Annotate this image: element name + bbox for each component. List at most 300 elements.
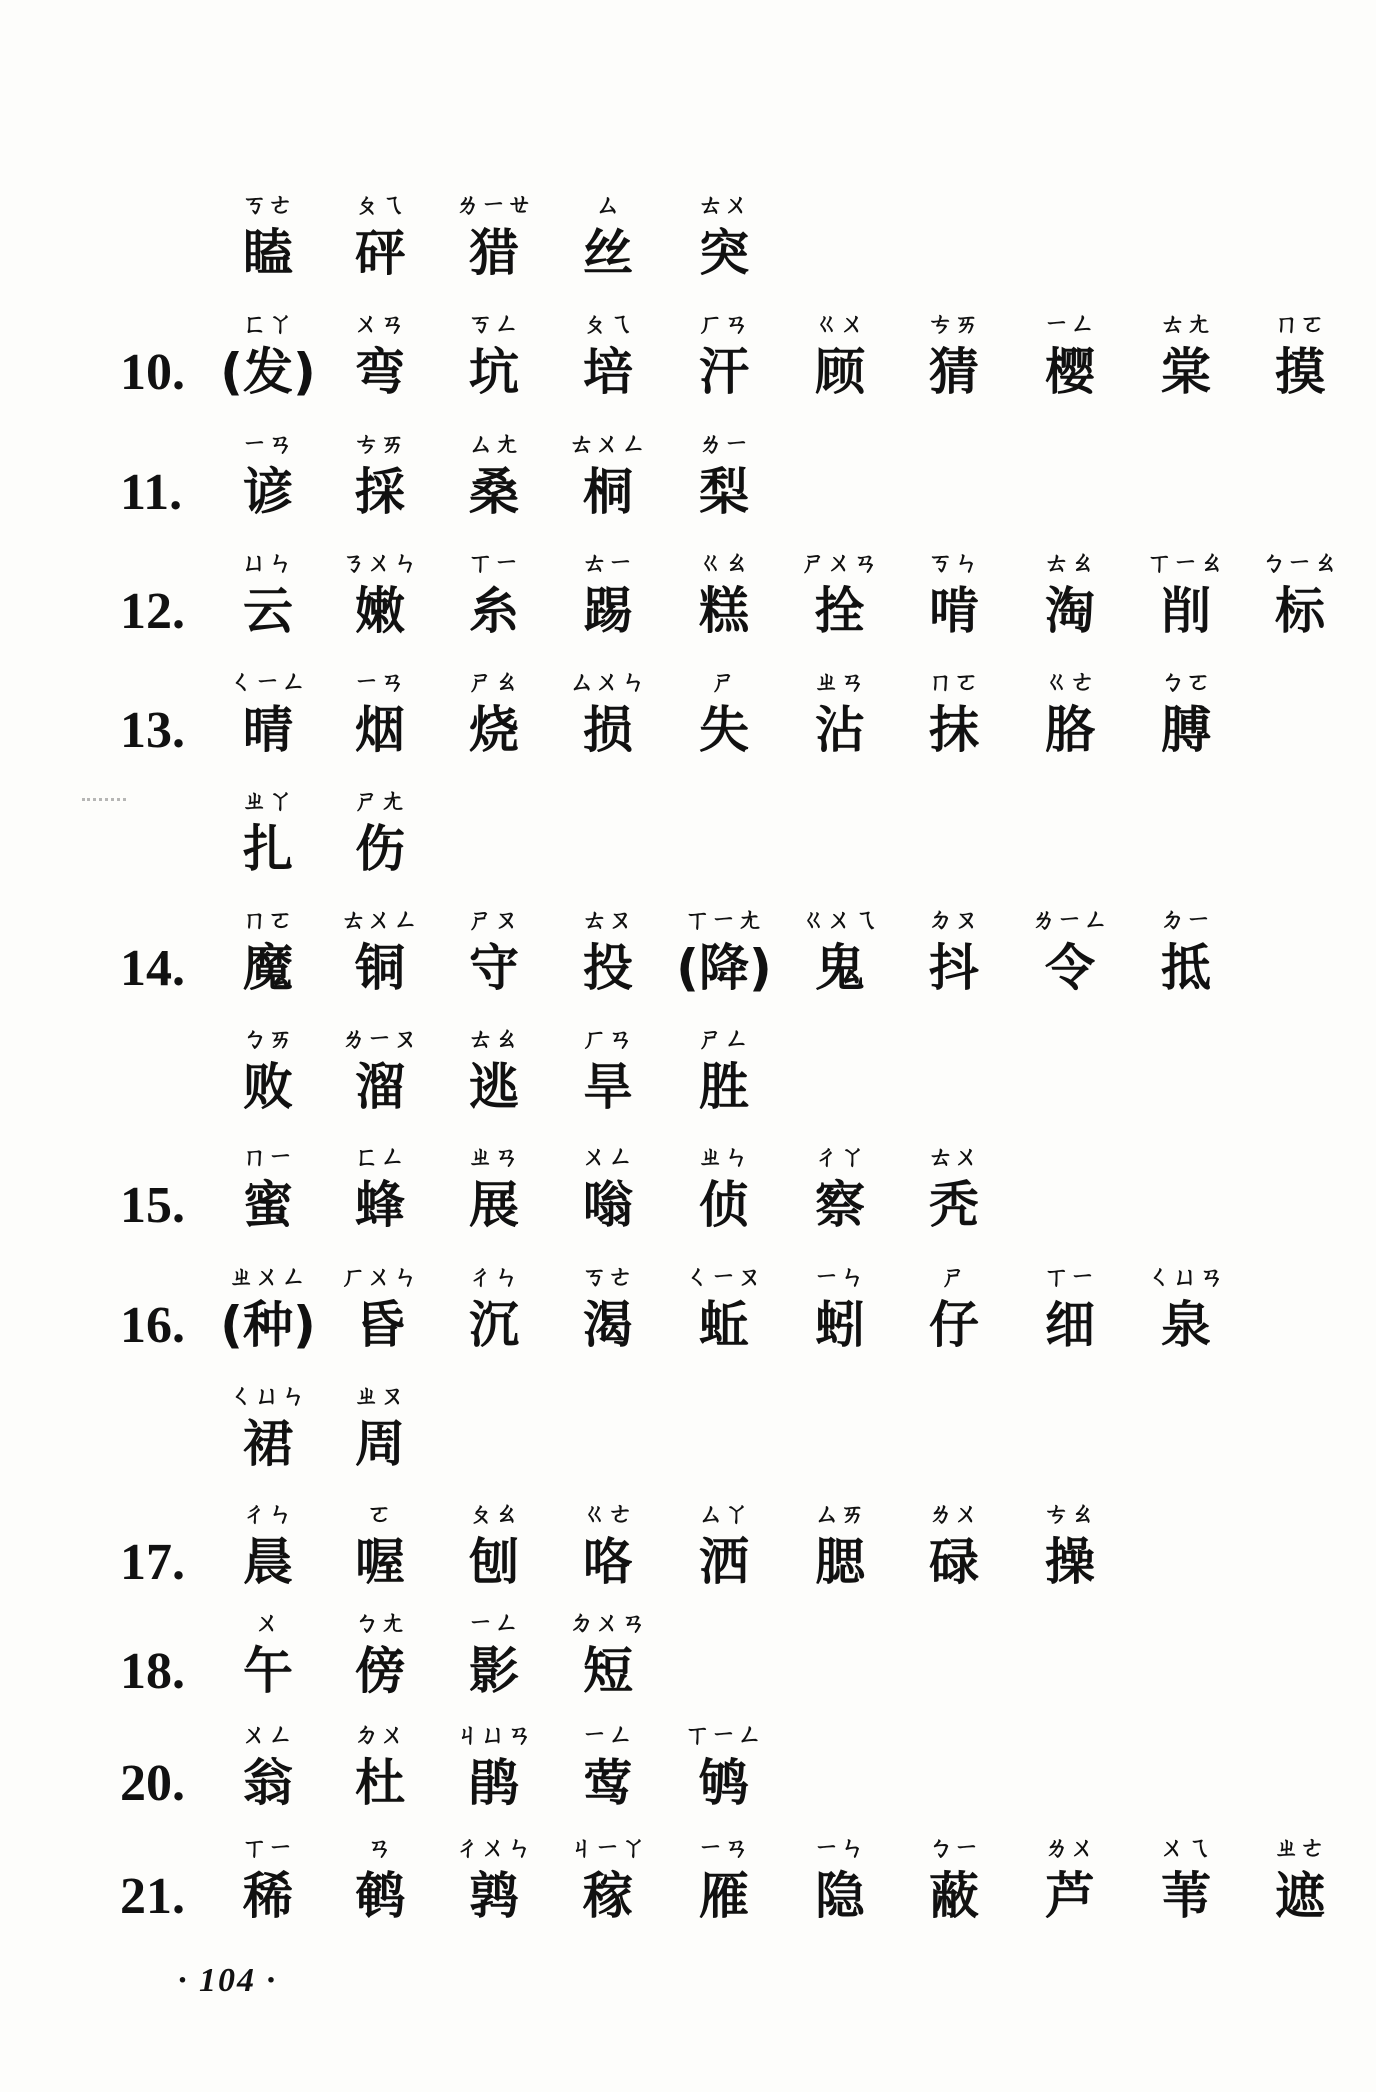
vocab-cell (324, 1497, 436, 1593)
chinese-character: 洒 (699, 1533, 749, 1591)
vocab-cell (324, 784, 436, 880)
chinese-character: 午 (243, 1642, 293, 1700)
chinese-character: 砰 (355, 224, 405, 282)
zhuyin-annotation: ㄧㄣ (813, 1262, 866, 1291)
chinese-character: 投 (583, 939, 633, 997)
chinese-character: (种) (220, 1296, 316, 1354)
zhuyin-annotation: ㄉㄨㄢ (568, 1608, 647, 1637)
vocab-cell (438, 1718, 550, 1814)
vocab-cell (784, 903, 896, 999)
item-number: 20. (120, 1755, 185, 1812)
zhuyin-annotation: ㄋㄨㄣ (340, 548, 419, 577)
zhuyin-annotation: ㄘㄞ (927, 309, 980, 338)
zhuyin-annotation: ㄓㄡ (353, 1381, 406, 1410)
zhuyin-annotation: ㄐㄧㄚ (568, 1833, 647, 1862)
zhuyin-annotation: ㄍㄠ (697, 548, 750, 577)
vocab-cell (898, 307, 1010, 403)
vocab-cell (552, 665, 664, 761)
chinese-character: 汗 (699, 343, 749, 401)
vocab-row (0, 1022, 1376, 1122)
zhuyin-annotation: ㄑㄩㄣ (228, 1381, 307, 1410)
chinese-character: 抖 (929, 939, 979, 997)
zhuyin-annotation: ㄏㄢ (581, 1024, 634, 1053)
vocab-cell (324, 1140, 436, 1236)
vocab-cell (668, 1022, 780, 1118)
chinese-character: 扎 (243, 820, 293, 878)
chinese-character: 损 (583, 701, 633, 759)
zhuyin-annotation: ㄍㄜ (1043, 667, 1096, 696)
vocab-cell (324, 665, 436, 761)
chinese-character: 铜 (355, 939, 405, 997)
chinese-character: 桐 (583, 463, 633, 521)
zhuyin-annotation: ㄓㄣ (697, 1142, 750, 1171)
chinese-character: 谚 (243, 463, 293, 521)
page-number: · 104 · (178, 1962, 277, 1999)
chinese-character: (降) (676, 939, 772, 997)
chinese-character: 鬼 (815, 939, 865, 997)
zhuyin-annotation: ㄒㄧㄤ (684, 905, 763, 934)
chinese-character: 伤 (355, 820, 405, 878)
chinese-character: 芦 (1045, 1867, 1095, 1925)
vocab-cell (552, 1831, 664, 1927)
vocab-cell (212, 1606, 324, 1702)
zhuyin-annotation: ㄒㄧ (1043, 1262, 1096, 1291)
zhuyin-annotation: ㄧㄥ (581, 1720, 634, 1749)
vocab-cell (784, 1140, 896, 1236)
vocab-cell (438, 546, 550, 642)
vocab-row (0, 1831, 1376, 1931)
zhuyin-annotation: ㄔㄨㄣ (454, 1833, 533, 1862)
zhuyin-annotation: ㄆㄠ (467, 1499, 520, 1528)
chinese-character: 鸲 (699, 1754, 749, 1812)
chinese-character: 糕 (699, 582, 749, 640)
zhuyin-annotation: ㄨㄟ (1159, 1833, 1212, 1862)
zhuyin-annotation: ㄔㄣ (241, 1499, 294, 1528)
chinese-character: 烟 (355, 701, 405, 759)
zhuyin-annotation: ㄌㄨ (927, 1499, 980, 1528)
vocab-cell (438, 427, 550, 523)
chinese-character: 顾 (815, 343, 865, 401)
chinese-character: 翁 (243, 1754, 293, 1812)
zhuyin-annotation: ㄒㄧ (241, 1833, 294, 1862)
chinese-character: 仔 (929, 1296, 979, 1354)
vocab-cell (552, 307, 664, 403)
chinese-character: 採 (355, 463, 405, 521)
zhuyin-annotation: ㄉㄧ (1159, 905, 1212, 934)
zhuyin-annotation: ㄅㄧ (927, 1833, 980, 1862)
chinese-character: 碌 (929, 1533, 979, 1591)
vocab-cell (212, 1379, 324, 1475)
chinese-character: 烧 (469, 701, 519, 759)
item-number: 10. (120, 344, 185, 401)
vocab-cell (324, 1379, 436, 1475)
item-number: 17. (120, 1534, 185, 1591)
vocab-cell (438, 1497, 550, 1593)
vocab-cell (784, 546, 896, 642)
chinese-character: 细 (1045, 1296, 1095, 1354)
vocab-cell (552, 427, 664, 523)
item-number: 14. (120, 940, 185, 997)
chinese-character: 嫩 (355, 582, 405, 640)
chinese-character: 操 (1045, 1533, 1095, 1591)
zhuyin-annotation: ㄇㄛ (241, 905, 294, 934)
vocab-cell (438, 903, 550, 999)
chinese-character: 察 (815, 1176, 865, 1234)
zhuyin-annotation: ㄇㄧ (241, 1142, 294, 1171)
vocab-cell (324, 1260, 436, 1356)
zhuyin-annotation: ㄨㄢ (353, 309, 406, 338)
chinese-character: 短 (583, 1642, 633, 1700)
vocab-cell (668, 1497, 780, 1593)
vocab-row (0, 1606, 1376, 1706)
zhuyin-annotation: ㄌㄨ (1043, 1833, 1096, 1862)
vocab-row (0, 665, 1376, 765)
chinese-character: 昏 (355, 1296, 405, 1354)
zhuyin-annotation: ㄙ (594, 190, 621, 219)
zhuyin-annotation: ㄨㄥ (581, 1142, 634, 1171)
vocab-cell (212, 188, 324, 284)
vocab-cell (438, 188, 550, 284)
vocab-cell (898, 1497, 1010, 1593)
vocab-cell (324, 1831, 436, 1927)
chinese-character: 突 (699, 224, 749, 282)
vocab-cell (552, 903, 664, 999)
vocab-cell (552, 1606, 664, 1702)
vocab-cell (212, 784, 324, 880)
chinese-character: 杜 (355, 1754, 405, 1812)
chinese-character: 刨 (469, 1533, 519, 1591)
chinese-character: 蜂 (355, 1176, 405, 1234)
vocab-cell (552, 1140, 664, 1236)
vocab-cell (212, 427, 324, 523)
chinese-character: 守 (469, 939, 519, 997)
vocab-cell (324, 546, 436, 642)
chinese-character: 抹 (929, 701, 979, 759)
vocab-row (0, 784, 1376, 884)
vocab-cell (212, 1022, 324, 1118)
vocab-cell (668, 1831, 780, 1927)
zhuyin-annotation: ㄨㄥ (241, 1720, 294, 1749)
vocab-cell (324, 1606, 436, 1702)
zhuyin-annotation: ㄆㄟ (353, 190, 406, 219)
zhuyin-annotation: ㄏㄢ (697, 309, 750, 338)
chinese-character: 隐 (815, 1867, 865, 1925)
zhuyin-annotation: ㄓㄚ (241, 786, 294, 815)
print-smudge (82, 798, 126, 807)
vocab-cell (212, 665, 324, 761)
vocab-cell (552, 1022, 664, 1118)
zhuyin-annotation: ㄊㄨㄥ (568, 429, 647, 458)
zhuyin-annotation: ㄍㄨ (813, 309, 866, 338)
vocab-row (0, 1260, 1376, 1360)
item-number: 21. (120, 1868, 185, 1925)
zhuyin-annotation: ㄊㄨ (927, 1142, 980, 1171)
vocab-cell (438, 1831, 550, 1927)
chinese-character: 泉 (1161, 1296, 1211, 1354)
vocab-cell (1244, 307, 1356, 403)
item-number: 16. (120, 1297, 185, 1354)
zhuyin-annotation: ㄙㄚ (697, 1499, 750, 1528)
chinese-character: 周 (355, 1415, 405, 1473)
chinese-character: 腮 (815, 1533, 865, 1591)
vocab-cell (212, 307, 324, 403)
zhuyin-annotation: ㄙㄨㄣ (568, 667, 647, 696)
zhuyin-annotation: ㄧㄢ (353, 667, 406, 696)
zhuyin-annotation: ㄧㄥ (1043, 309, 1096, 338)
vocab-cell (898, 1260, 1010, 1356)
zhuyin-annotation: ㄉㄡ (927, 905, 980, 934)
zhuyin-annotation: ㄅㄛ (1159, 667, 1212, 696)
vocab-cell (552, 1260, 664, 1356)
zhuyin-annotation: ㄕㄥ (697, 1024, 750, 1053)
zhuyin-annotation: ㄊㄨㄥ (340, 905, 419, 934)
chinese-character: 沾 (815, 701, 865, 759)
vocab-cell (1244, 1831, 1356, 1927)
zhuyin-annotation: ㄧㄢ (697, 1833, 750, 1862)
vocab-cell (668, 665, 780, 761)
vocab-cell (1014, 665, 1126, 761)
chinese-character: 鹃 (469, 1754, 519, 1812)
zhuyin-annotation: ㄕㄤ (353, 786, 406, 815)
vocab-cell (438, 1606, 550, 1702)
chinese-character: 秃 (929, 1176, 979, 1234)
vocab-cell (438, 1260, 550, 1356)
chinese-character: 傍 (355, 1642, 405, 1700)
zhuyin-annotation: ㄒㄧ (467, 548, 520, 577)
chinese-character: 蚯 (699, 1296, 749, 1354)
chinese-character: 云 (243, 582, 293, 640)
chinese-character: 失 (699, 701, 749, 759)
zhuyin-annotation: ㄎㄣ (927, 548, 980, 577)
vocab-row (0, 427, 1376, 527)
chinese-character: 喔 (355, 1533, 405, 1591)
vocab-cell (668, 307, 780, 403)
chinese-character: 淘 (1045, 582, 1095, 640)
chinese-character: 晴 (243, 701, 293, 759)
vocab-cell (784, 1497, 896, 1593)
chinese-character: 影 (469, 1642, 519, 1700)
vocab-cell (668, 427, 780, 523)
vocab-cell (1130, 546, 1242, 642)
chinese-character: 猎 (469, 224, 519, 282)
vocab-cell (1244, 546, 1356, 642)
zhuyin-annotation: ㄢ (366, 1833, 393, 1862)
item-number: 15. (120, 1177, 185, 1234)
zhuyin-annotation: ㄧㄢ (241, 429, 294, 458)
vocab-cell (324, 1718, 436, 1814)
chinese-character: 抵 (1161, 939, 1211, 997)
zhuyin-annotation: ㄑㄧㄥ (228, 667, 307, 696)
zhuyin-annotation: ㄧㄣ (813, 1833, 866, 1862)
zhuyin-annotation: ㄎㄜ (241, 190, 294, 219)
vocab-cell (212, 1140, 324, 1236)
zhuyin-annotation: ㄌㄧㄥ (1030, 905, 1109, 934)
chinese-character: 胳 (1045, 701, 1095, 759)
vocab-cell (438, 1140, 550, 1236)
vocab-cell (438, 1022, 550, 1118)
chinese-character: 败 (243, 1058, 293, 1116)
chinese-character: 稼 (583, 1867, 633, 1925)
chinese-character: 雁 (699, 1867, 749, 1925)
zhuyin-annotation: ㄇㄛ (1273, 309, 1326, 338)
vocab-cell (1130, 1260, 1242, 1356)
chinese-character: 蜜 (243, 1176, 293, 1234)
zhuyin-annotation: ㄏㄨㄣ (340, 1262, 419, 1291)
vocab-cell (1014, 1260, 1126, 1356)
zhuyin-annotation: ㄘㄠ (1043, 1499, 1096, 1528)
vocab-cell (784, 1831, 896, 1927)
zhuyin-annotation: ㄑㄩㄢ (1146, 1262, 1225, 1291)
vocab-cell (1014, 1497, 1126, 1593)
vocab-cell (552, 546, 664, 642)
vocab-row (0, 1497, 1376, 1597)
vocab-cell (552, 1497, 664, 1593)
chinese-character: 令 (1045, 939, 1095, 997)
chinese-character: 标 (1275, 582, 1325, 640)
vocab-row (0, 1379, 1376, 1479)
vocab-row (0, 546, 1376, 646)
zhuyin-annotation: ㄈㄥ (353, 1142, 406, 1171)
vocab-cell (784, 1260, 896, 1356)
zhuyin-annotation: ㄅㄤ (353, 1608, 406, 1637)
zhuyin-annotation: ㄈㄚ (241, 309, 294, 338)
vocab-cell (324, 188, 436, 284)
vocab-cell (1130, 665, 1242, 761)
item-number: 11. (120, 464, 183, 521)
vocab-cell (668, 188, 780, 284)
chinese-character: 溜 (355, 1058, 405, 1116)
chinese-character: 裙 (243, 1415, 293, 1473)
chinese-character: 丝 (583, 224, 633, 282)
vocab-cell (784, 307, 896, 403)
chinese-character: 咯 (583, 1533, 633, 1591)
vocab-cell (898, 1831, 1010, 1927)
vocab-cell (898, 546, 1010, 642)
vocab-cell (1014, 1831, 1126, 1927)
zhuyin-annotation: ㄌㄧ (697, 429, 750, 458)
vocab-cell (784, 665, 896, 761)
chinese-character: 棠 (1161, 343, 1211, 401)
vocab-cell (324, 903, 436, 999)
zhuyin-annotation: ㄓㄢ (467, 1142, 520, 1171)
zhuyin-annotation: ㄧㄥ (467, 1608, 520, 1637)
chinese-character: 嗡 (583, 1176, 633, 1234)
vocab-cell (212, 1831, 324, 1927)
chinese-character: 蔽 (929, 1867, 979, 1925)
zhuyin-annotation: ㄔㄚ (813, 1142, 866, 1171)
chinese-character: 渴 (583, 1296, 633, 1354)
chinese-character: 稀 (243, 1867, 293, 1925)
chinese-character: 梨 (699, 463, 749, 521)
vocab-cell (438, 307, 550, 403)
chinese-character: 糸 (469, 582, 519, 640)
zhuyin-annotation: ㄙㄤ (467, 429, 520, 458)
chinese-character: 啃 (929, 582, 979, 640)
chinese-character: 猜 (929, 343, 979, 401)
zhuyin-annotation: ㄒㄧㄠ (1146, 548, 1225, 577)
zhuyin-annotation: ㄓㄜ (1273, 1833, 1326, 1862)
vocab-cell (898, 1140, 1010, 1236)
zhuyin-annotation: ㄕ (710, 667, 737, 696)
zhuyin-annotation: ㄕ (940, 1262, 967, 1291)
zhuyin-annotation: ㄊㄨ (697, 190, 750, 219)
zhuyin-annotation: ㄒㄧㄥ (684, 1720, 763, 1749)
chinese-character: 膊 (1161, 701, 1211, 759)
vocab-cell (212, 546, 324, 642)
chinese-character: 摸 (1275, 343, 1325, 401)
vocab-cell (324, 427, 436, 523)
zhuyin-annotation: ㄊㄧ (581, 548, 634, 577)
vocab-cell (898, 903, 1010, 999)
zhuyin-annotation: ㄅㄧㄠ (1260, 548, 1339, 577)
zhuyin-annotation: ㄊㄠ (1043, 548, 1096, 577)
vocab-cell (212, 903, 324, 999)
vocab-cell (1014, 546, 1126, 642)
chinese-character: 鹌 (355, 1867, 405, 1925)
vocab-cell (668, 1140, 780, 1236)
item-number: 13. (120, 702, 185, 759)
zhuyin-annotation: ㄌㄧㄝ (454, 190, 533, 219)
vocab-cell (552, 188, 664, 284)
chinese-character: 侦 (699, 1176, 749, 1234)
zhuyin-annotation: ㄐㄩㄢ (454, 1720, 533, 1749)
chinese-character: 樱 (1045, 343, 1095, 401)
vocab-cell (212, 1497, 324, 1593)
vocab-cell (1014, 307, 1126, 403)
chinese-character: 晨 (243, 1533, 293, 1591)
zhuyin-annotation: ㄕㄨㄢ (800, 548, 879, 577)
zhuyin-annotation: ㄊㄠ (467, 1024, 520, 1053)
zhuyin-annotation: ㄎㄜ (581, 1262, 634, 1291)
chinese-character: 拴 (815, 582, 865, 640)
vocab-row (0, 1718, 1376, 1818)
zhuyin-annotation: ㄓㄨㄥ (228, 1262, 307, 1291)
zhuyin-annotation: ㄎㄥ (467, 309, 520, 338)
chinese-character: 沉 (469, 1296, 519, 1354)
zhuyin-annotation: ㄆㄟ (581, 309, 634, 338)
chinese-character: 鹑 (469, 1867, 519, 1925)
zhuyin-annotation: ㄊㄡ (581, 905, 634, 934)
zhuyin-annotation: ㄔㄣ (467, 1262, 520, 1291)
zhuyin-annotation: ㄇㄛ (927, 667, 980, 696)
chinese-character: 弯 (355, 343, 405, 401)
zhuyin-annotation: ㄅㄞ (241, 1024, 294, 1053)
vocab-cell (668, 546, 780, 642)
zhuyin-annotation: ㄕㄠ (467, 667, 520, 696)
chinese-character: 莺 (583, 1754, 633, 1812)
zhuyin-annotation: ㄍㄨㄟ (800, 905, 879, 934)
chinese-character: 逃 (469, 1058, 519, 1116)
vocab-cell (668, 1718, 780, 1814)
vocab-cell (212, 1260, 324, 1356)
vocab-cell (898, 665, 1010, 761)
vocab-cell (1130, 1831, 1242, 1927)
item-number: 12. (120, 583, 185, 640)
chinese-character: 胜 (699, 1058, 749, 1116)
vocab-row (0, 903, 1376, 1003)
vocab-cell (324, 1022, 436, 1118)
zhuyin-annotation: ㄓㄢ (813, 667, 866, 696)
vocab-row (0, 188, 1376, 288)
chinese-character: 削 (1161, 582, 1211, 640)
zhuyin-annotation: ㄩㄣ (241, 548, 294, 577)
zhuyin-annotation: ㄑㄧㄡ (684, 1262, 763, 1291)
vocab-row (0, 1140, 1376, 1240)
vocab-cell (324, 307, 436, 403)
chinese-character: 苇 (1161, 1867, 1211, 1925)
chinese-character: 魔 (243, 939, 293, 997)
zhuyin-annotation: ㄌㄧㄡ (340, 1024, 419, 1053)
